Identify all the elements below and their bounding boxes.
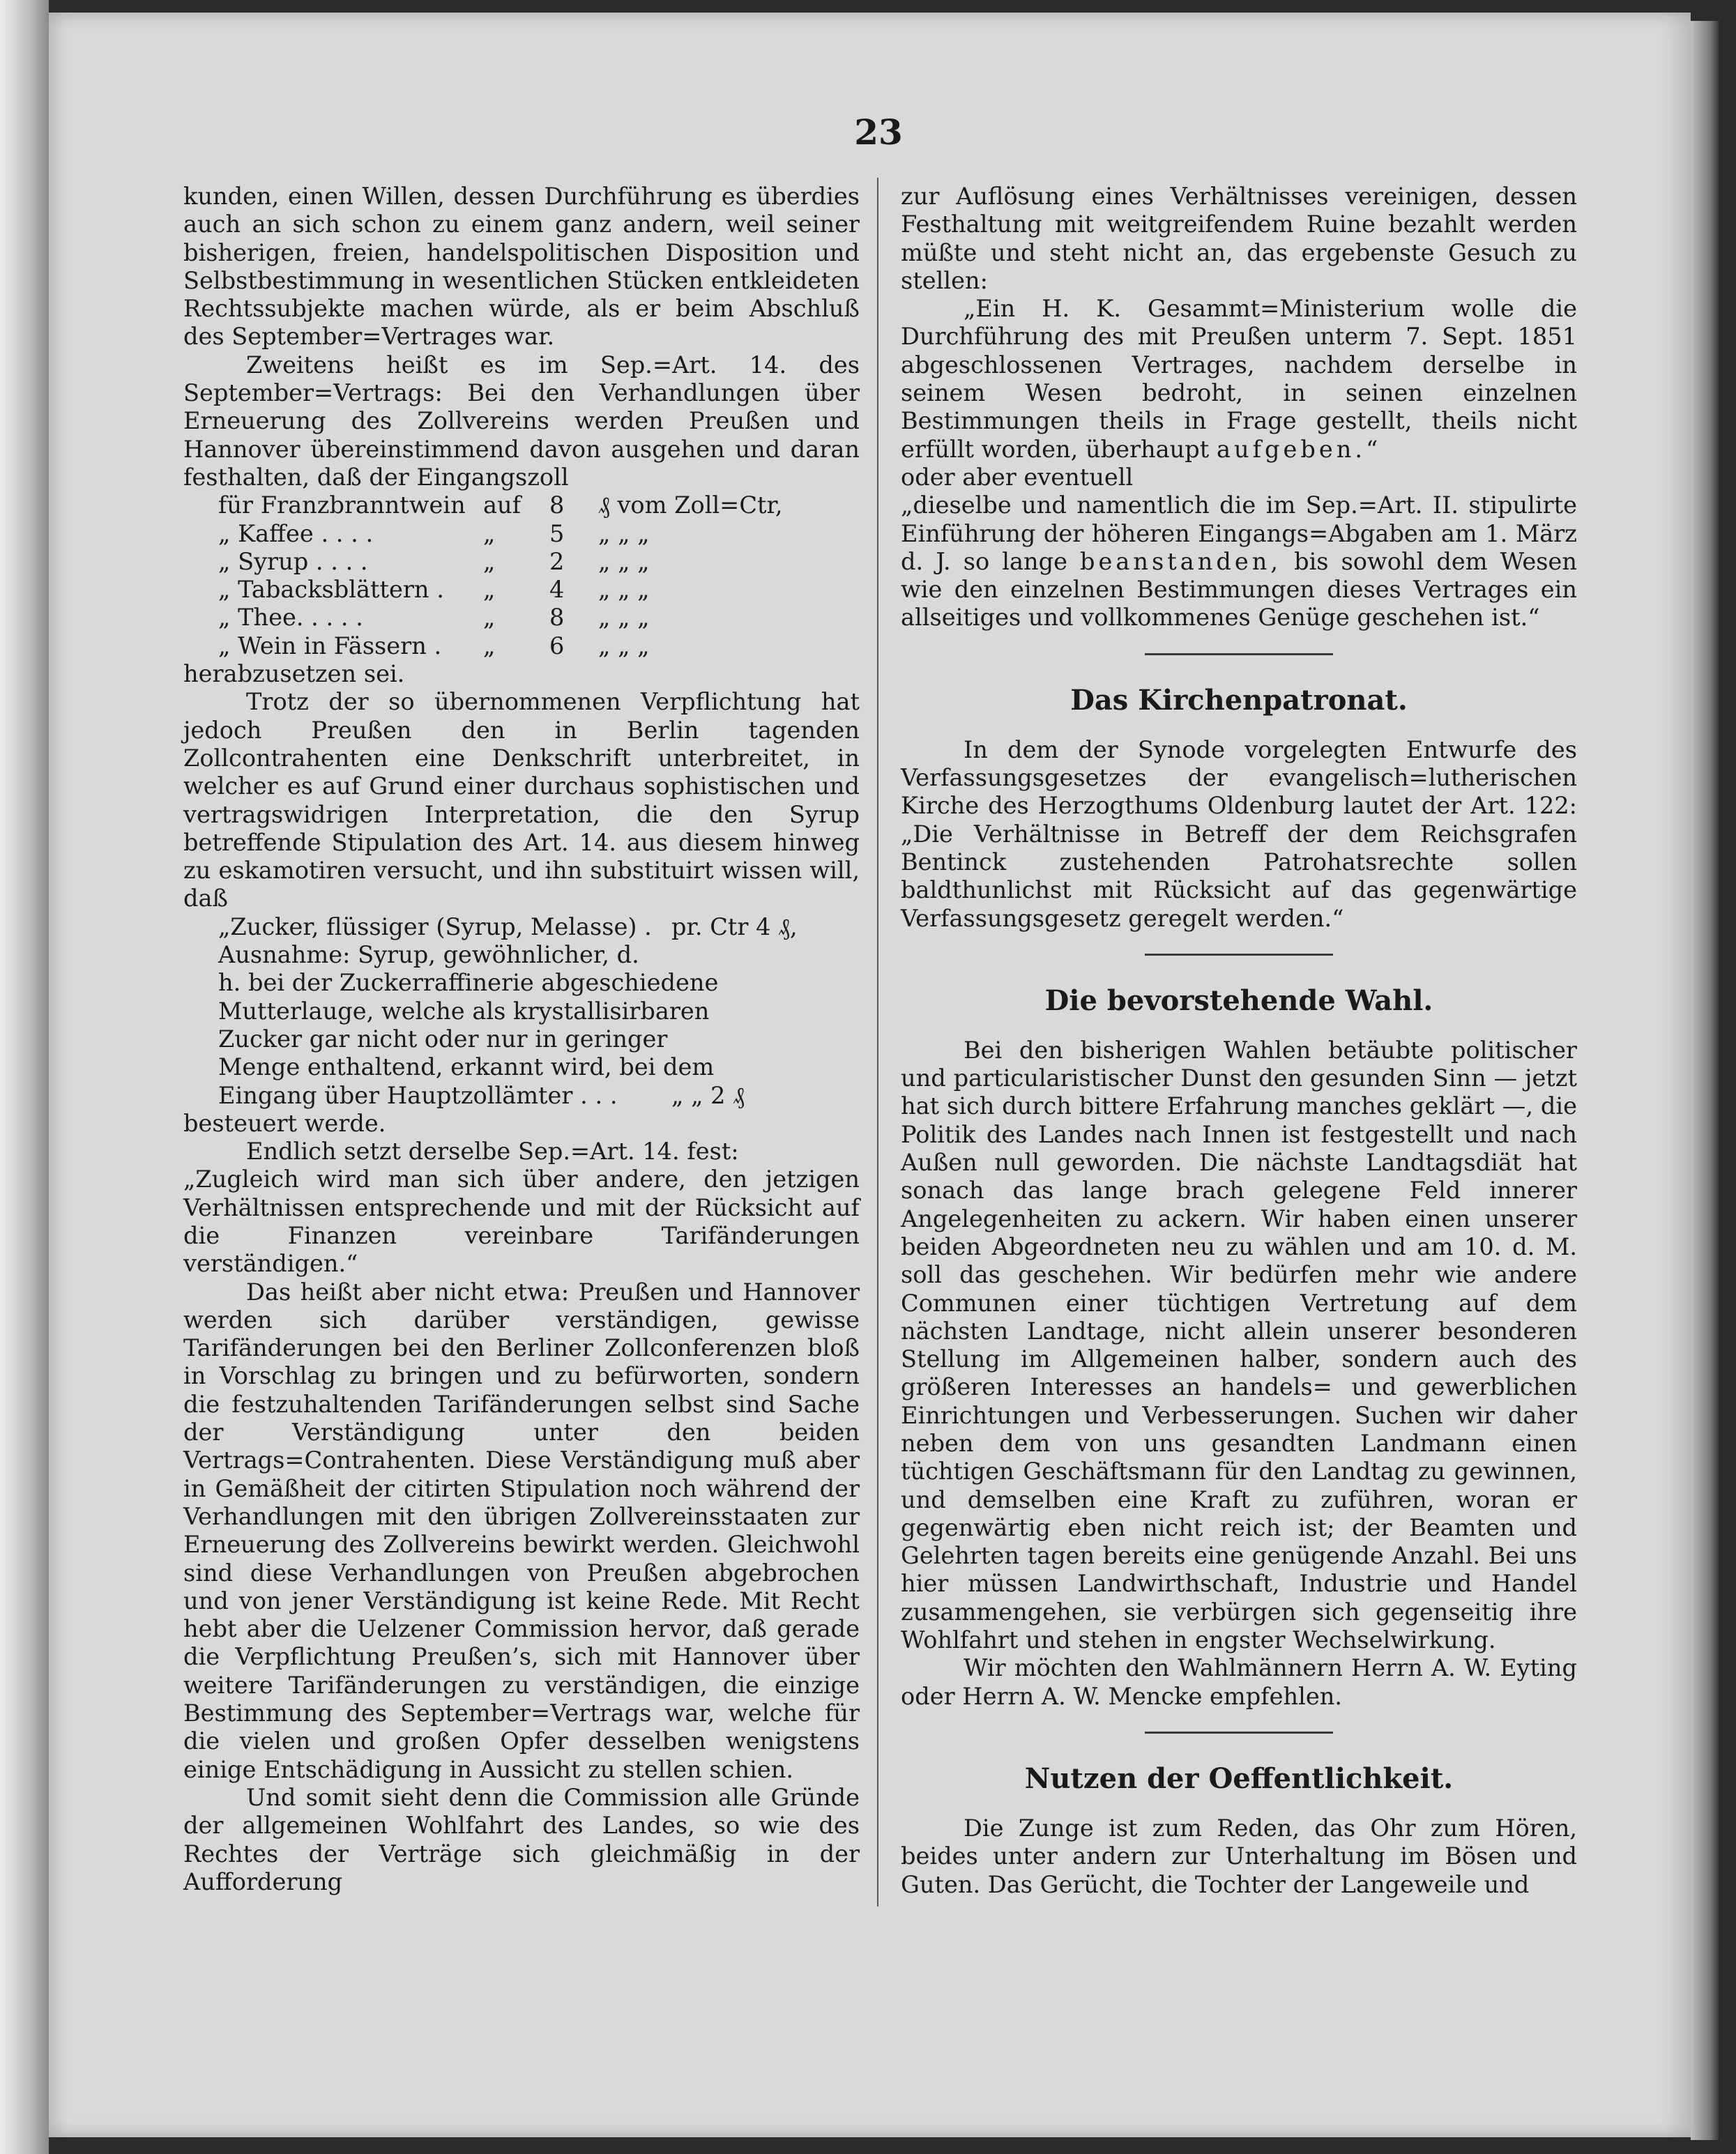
tariff-unit: „ „ „ [598,576,650,604]
section-heading: Das Kirchenpatronat. [1070,683,1408,717]
tariff-row [183,632,860,660]
tariff-amount: 4 [549,576,565,604]
tariff-item: für Franzbranntwein [218,491,466,519]
quote-text: „dieselbe und namentlich die im Sep.=Art. II. stipulirte Einführung der höheren Eingangs=Abgaben am 1. März d. J. so lange [901,491,1577,575]
tariff-amount: 6 [549,632,565,659]
quote-line [218,969,860,997]
emphasis-text: beanstanden, [1080,547,1282,575]
quote-line [218,1082,860,1110]
quote-line-text: Zucker gar nicht oder nur in geringer [218,1025,668,1053]
quote-line [218,913,860,941]
section-heading: Die bevorstehende Wahl. [1044,984,1433,1017]
quote-line [218,941,860,969]
paragraph: Trotz der so übernommenen Verpflichtung hat jedoch Preußen den in Berlin tagenden Zollcontrahenten eine Denkschrift unterbreitet, in welcher es auf Grund einer durchaus sophistischen und vertragswidrigen Interpretation, die den Syrup betreffende Stipulation des Art. 14. aus diesem hinweg zu eskamotiren versucht, und ihn substituirt wissen will, daß [183,688,860,912]
quote-line-text: Ausnahme: Syrup, gewöhnlicher, d. [218,941,639,969]
tariff-auf: „ [483,519,496,547]
tariff-amount: 8 [549,604,565,632]
paragraph: Und somit sieht denn die Commission alle Gründe der allgemeinen Wohlfahrt des Landes, so wie des Rechtes der Verträge sich gleichmäßig in der Aufforderung [183,1783,860,1895]
petition-quote [901,295,1577,464]
tariff-row [183,491,860,519]
tariff-item: „ Kaffee . . . . [218,519,374,547]
paragraph: oder aber eventuell [901,463,1134,491]
paragraph: kunden, einen Willen, dessen Durchführung es überdies auch an sich schon zu einem ganz andern, weil seiner bisherigen, freien, handelspolitischen Disposition und Selbstbestimmung in wesentlichen Stücken entkleideten Rechtssubjekte machen würde, als er beim Abschluß des September=Vertrages war. [183,183,860,351]
tariff-unit: „ „ „ [598,519,650,547]
tariff-auf: „ [483,576,496,604]
section-rule [1145,653,1333,655]
quote-text: „Ein H. K. Gesammt=Ministerium wolle die Durchführung des mit Preußen unterm 7. Sept. 1851 abgeschlossenen Vertrages, nachdem derselbe in seinem Wesen bedroht, in seinen einzelnen Bestimmungen theils in Frage gestellt, theils nicht erfüllt worden, überhaupt [901,295,1577,463]
quote-line-rate: pr. Ctr 4 ₰, [671,912,798,940]
paragraph: Das heißt aber nicht etwa: Preußen und Hannover werden sich darüber verständigen, gewisse Tarifänderungen bei den Berliner Zollconferenzen bloß in Vorschlag zu bringen und zu befürworten, sondern die festzuhaltenden Tarifänderungen selbst sind Sache der Verständigung unter den beiden Vertrags=Contrahenten. Diese Verständigung muß aber in Gemäßheit der citirten Stipulation noch während der Verhandlungen mit den übrigen Zollvereinsstaaten zur Erneuerung des Zollvereins bewirkt werden. Gleichwohl sind diese Verhandlungen von Preußen abgebrochen und von jener Verständigung ist keine Rede. Mit Recht hebt aber die Uelzener Commission hervor, daß gerade die Verpflichtung Preußen’s, sich mit Hannover über weitere Tarifänderungen zu verständigen, die einzige Bestimmung des September=Vertrags war, welche für die vielen und großen Opfer desselben wenigstens einige Entschädigung in Aussicht zu stellen schien. [183,1278,860,1783]
page-number: 23 [854,112,903,153]
paragraph: Wir möchten den Wahlmännern Herrn A. W. Eyting oder Herrn A. W. Mencke empfehlen. [901,1654,1577,1710]
tariff-item: „ Tabacksblättern . [218,576,444,604]
quote: „Zugleich wird man sich über andere, den jetzigen Verhältnissen entsprechende und mit der Rücksicht auf die Finanzen vereinbare Tarifänderungen verständigen.“ [183,1166,860,1278]
quote-line-text: Menge enthaltend, erkannt wird, bei dem [218,1053,715,1081]
quote-line [218,1053,860,1081]
tariff-row [183,520,860,548]
tariff-item: „ Syrup . . . . [218,547,368,575]
quote-line-text: „Zucker, flüssiger (Syrup, Melasse) . [218,912,652,940]
tariff-row [183,576,860,604]
tariff-auf: „ [483,632,496,659]
emphasis-text: aufgeben.“ [1216,435,1382,463]
tariff-auf: auf [483,491,521,519]
tariff-amount: 2 [549,547,565,575]
sugar-tariff-quote [218,913,860,1110]
paragraph: Zweitens heißt es im Sep.=Art. 14. des September=Vertrags: Bei den Verhandlungen über Erneuerung des Zollvereins werden Preußen und Hannover übereinstimmend davon ausgehen und daran festhalten, daß der Eingangszoll [183,351,860,491]
paragraph: Die Zunge ist zum Reden, das Ohr zum Hören, beides unter andern zur Unterhaltung im Bösen und Guten. Das Gerücht, die Tochter der Langeweile und [901,1814,1577,1898]
page-edge-right [1691,21,1719,2140]
tariff-auf: „ [483,547,496,575]
tariff-row [183,548,860,576]
section-rule [1145,954,1333,956]
left-column [183,183,860,1896]
tariff-unit: ₰ vom Zoll=Ctr, [598,491,783,519]
paragraph: In dem der Synode vorgelegten Entwurfe des Verfassungsgesetzes der evangelisch=lutherischen Kirche des Herzogthums Oldenburg lautet der Art. 122: „Die Verhältnisse in Betreff der dem Reichsgrafen Bentinck zustehenden Patrohatsrechte sollen baldthunlichst mit Rücksicht auf das gegenwärtige Verfassungsgesetz geregelt werden.“ [901,735,1577,932]
quote-line-text: Eingang über Hauptzollämter . . . [218,1081,618,1109]
petition-quote-alt [901,491,1577,632]
tariff-unit: „ „ „ [598,547,650,575]
tariff-auf: „ [483,604,496,632]
tariff-table [183,491,860,660]
book-binding-left [0,0,49,2154]
quote-line-rate: „ „ 2 ₰ [671,1081,745,1109]
quote-line [218,998,860,1025]
tariff-item: „ Thee. . . . . [218,604,363,632]
section-heading: Nutzen der Oeffentlichkeit. [1024,1762,1454,1795]
column-divider [877,178,878,1907]
tariff-amount: 5 [549,519,565,547]
tariff-unit: „ „ „ [598,604,650,632]
quote-line-text: h. bei der Zuckerraffinerie abgeschiedene [218,969,719,997]
tariff-amount: 8 [549,491,565,519]
paragraph: Bei den bisherigen Wahlen betäubte politischer und particularistischer Dunst den gesunden Sinn — jetzt hat sich durch bittere Erfahrung manches geklärt —, die Politik des Landes nach Innen ist festgestellt und nach Außen null geworden. Die nächste Landtagsdiät hat sonach das lange brach gelegene Feld innerer Angelegenheiten zu ackern. Wir haben einen unserer beiden Abgeordneten neu zu wählen und am 10. d. M. soll das geschehen. Wir bedürfen mehr wie andere Communen einer tüchtigen Vertretung auf dem nächsten Landtage, nicht allein unserer besonderen Stellung im Allgemeinen halber, sondern auch des größeren Interesses an handels= und gewerblichen Einrichtungen und Verbesserungen. Suchen wir daher neben dem von uns gesandten Landmann einen tüchtigen Geschäftsmann für den Landtag zu gewinnen, und demselben eine Kraft zu zuführen, woran er gegenwärtig eben nicht reich ist; der Beamten und Gelehrten tagen bereits eine genügende Anzahl. Bei uns hier müssen Landwirthschaft, Industrie und Handel zusammengehen, sie verbürgen sich gegenseitig ihre Wohlfahrt und stehen in engster Wechselwirkung. [901,1036,1577,1654]
tariff-unit: „ „ „ [598,632,650,659]
quote-line [218,1025,860,1053]
quote-text: bis sowohl dem Wesen wie den einzelnen Bestimmungen dieses Vertrages ein allseitiges und vollkommenes Genüge geschehen ist.“ [901,547,1577,632]
quote-line-text: Mutterlauge, welche als krystallisirbaren [218,997,710,1025]
tariff-item: „ Wein in Fässern . [218,632,442,659]
section-rule [1145,1732,1333,1734]
right-column [901,183,1577,1899]
tariff-row [183,604,860,632]
paragraph: Endlich setzt derselbe Sep.=Art. 14. fest: [246,1138,739,1166]
paragraph: zur Auflösung eines Verhältnisses vereinigen, dessen Festhaltung mit weitgreifendem Ruine bezahlt werden müßte und steht nicht an, das ergebenste Gesuch zu stellen: [901,183,1577,294]
paragraph: herabzusetzen sei. [183,660,405,688]
paragraph: besteuert werde. [183,1109,386,1137]
